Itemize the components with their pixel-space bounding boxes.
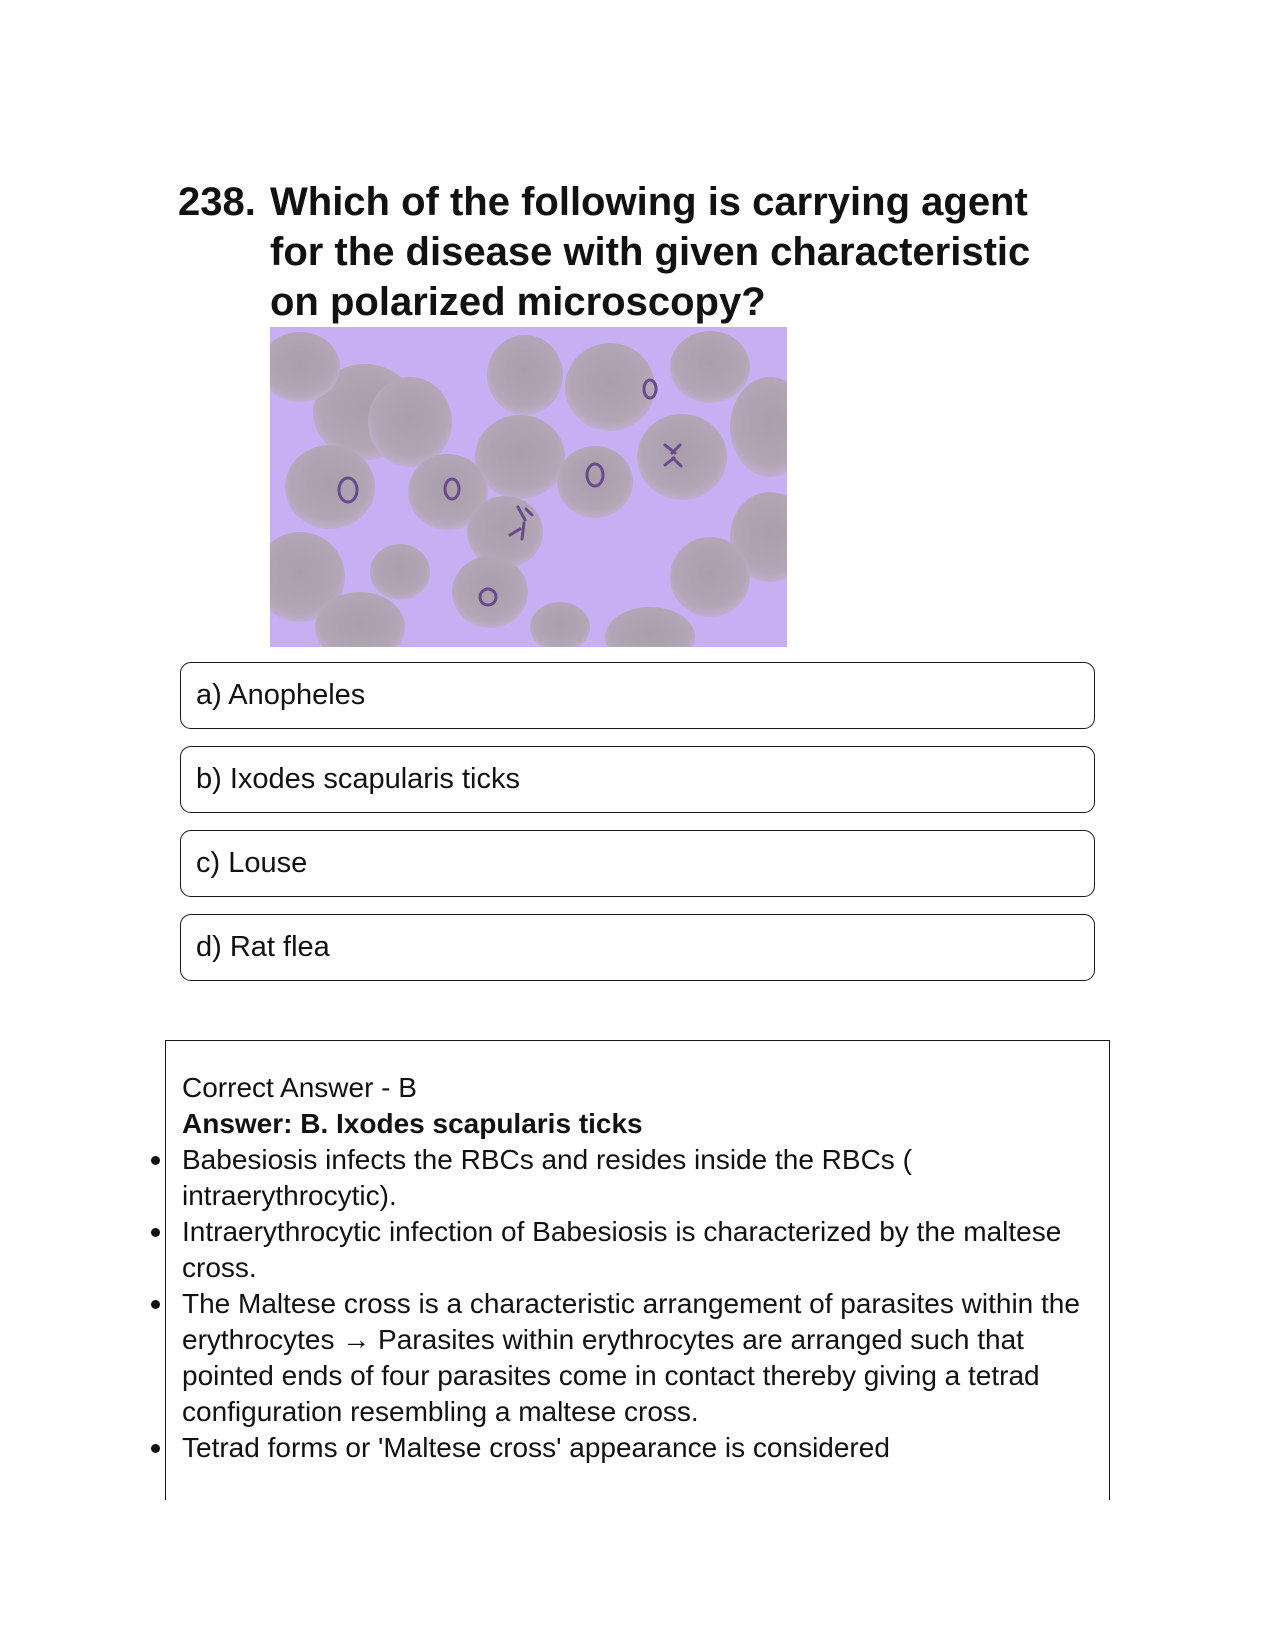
correct-answer: Correct Answer - B xyxy=(182,1072,417,1103)
explanation-point-text: Intraerythrocytic infection of Babesiosis is characterized by the maltese cross. xyxy=(182,1216,1062,1283)
question-number: 238. xyxy=(178,180,256,224)
explanation-point xyxy=(182,1286,1102,1430)
explanation-point xyxy=(182,1430,1102,1466)
bullet-icon xyxy=(151,1156,160,1165)
bullet-icon xyxy=(151,1228,160,1237)
explanation-point-text: Babesiosis infects the RBCs and resides inside the RBCs ( intraerythrocytic). xyxy=(182,1144,912,1211)
explanation-point-text: The Maltese cross is a characteristic arrangement of parasites within the erythrocytes → Parasites within erythrocytes are arranged such that pointed ends of four parasites come in contact thereby giving a tetrad configuration resembling a maltese cross. xyxy=(182,1288,1080,1427)
option-a[interactable]: a) Anopheles xyxy=(180,662,1095,729)
bullet-icon xyxy=(151,1300,160,1309)
question-text: Which of the following is carrying agent for the disease with given characteristic on polarized microscopy? xyxy=(270,180,1031,324)
explanation-point xyxy=(182,1142,1102,1214)
explanation-point xyxy=(182,1214,1102,1286)
option-b[interactable]: b) Ixodes scapularis ticks xyxy=(180,746,1095,813)
option-d[interactable]: d) Rat flea xyxy=(180,914,1095,981)
option-c[interactable]: c) Louse xyxy=(180,830,1095,897)
explanation-point-text: Tetrad forms or 'Maltese cross' appearance is considered xyxy=(182,1432,890,1463)
explanation-content xyxy=(182,1070,1102,1466)
answer-title: Answer: B. Ixodes scapularis ticks xyxy=(182,1108,643,1139)
bullet-icon xyxy=(151,1444,160,1453)
explanation-points xyxy=(182,1142,1102,1466)
blood-smear-micrograph xyxy=(270,327,787,647)
